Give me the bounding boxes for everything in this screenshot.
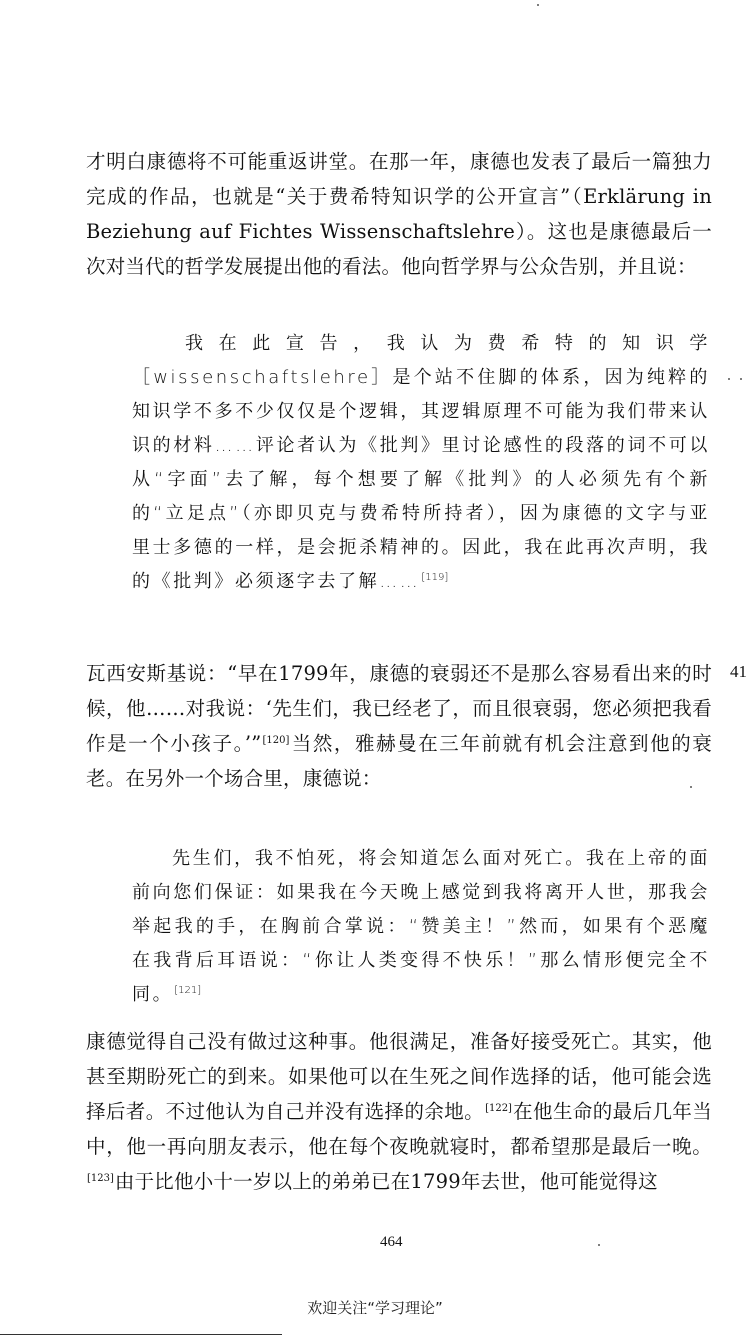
block-quote-1 <box>132 327 710 599</box>
paragraph-text: 当然，雅赫曼在三年前就有机会注意到他的衰老。在另外一个场合里，康德说： <box>86 732 712 790</box>
bottom-divider <box>0 1334 282 1335</box>
scan-speck <box>740 378 742 380</box>
footnote-marker: [123] <box>87 1172 114 1184</box>
scan-speck <box>598 1244 600 1246</box>
footnote-marker: [120] <box>262 734 290 746</box>
scan-speck <box>728 378 730 380</box>
quote-text: 先生们，我不怕死，将会知道怎么面对死亡。我在上帝的面前向您们保证：如果我在今天晚上感觉到我将离开人世，那我会举起我的手，在胸前合掌说：“赞美主！”然而，如果有个恶魔在我背后耳语说：“你让人类变得不快乐！”那么情形便完全不同。 <box>132 848 710 1005</box>
quote-text: 我在此宣告，我认为费希特的知识学［wissenschaftslehre］是个站不住脚的体系，因为纯粹的知识学不多不少仅仅是个逻辑，其逻辑原理不可能为我们带来认识的材料……评论者认为《批判》里讨论感性的段落的词不可以从“字面”去了解，每个想要了解《批判》的人必须先有个新的“立足点”（亦即贝克与费希特所持者），因为康德的文字与亚里士多德的一样，是会扼杀精神的。因此，我在此再次声明，我的《批判》必须逐字去了解…… <box>132 333 710 592</box>
scan-speck <box>690 786 692 788</box>
paragraph-text: 才明白康德将不可能重返讲堂。在那一年，康德也发表了最后一篇独力完成的作品，也就是“关于费希特知识学的公开宣言”（Erklärung in Beziehung auf Fichtes Wissenschaftslehre）。这也是康德最后一次对当代的哲学发展提出他的看法。他向哲学界与公众告别，并且说： <box>86 150 712 278</box>
paragraph-text: 在他生命的最后几年当中，他一再向朋友表示，他在每个夜晚就寝时，都希望那是最后一晚。 <box>86 1100 712 1158</box>
body-paragraph-2 <box>86 656 712 796</box>
scan-speck <box>537 4 539 6</box>
page-number: 464 <box>380 1234 403 1250</box>
footnote-marker: [119] <box>421 572 449 583</box>
body-paragraph-1 <box>86 144 712 284</box>
paragraph-text: 瓦西安斯基说：“早在1799年，康德的衰弱还不是那么容易看出来的时候，他……对我说：‘先生们，我已经老了，而且很衰弱，您必须把我看作是一个小孩子。’” <box>86 662 712 755</box>
body-paragraph-3 <box>86 1024 712 1199</box>
block-quote-2 <box>132 842 710 1012</box>
paragraph-text: 康德觉得自己没有做过这种事。他很满足，准备好接受死亡。其实，他甚至期盼死亡的到来。如果他可以在生死之间作选择的话，他可能会选择后者。不过他认为自己并没有选择的余地。 <box>86 1030 712 1123</box>
footnote-marker: [121] <box>174 985 202 996</box>
footer-note: 欢迎关注“学习理论” <box>307 1299 443 1317</box>
footnote-marker: [122] <box>485 1102 512 1114</box>
margin-page-reference: 41 <box>730 662 747 681</box>
paragraph-text: 由于比他小十一岁以上的弟弟已在1799年去世，他可能觉得这 <box>114 1170 658 1193</box>
